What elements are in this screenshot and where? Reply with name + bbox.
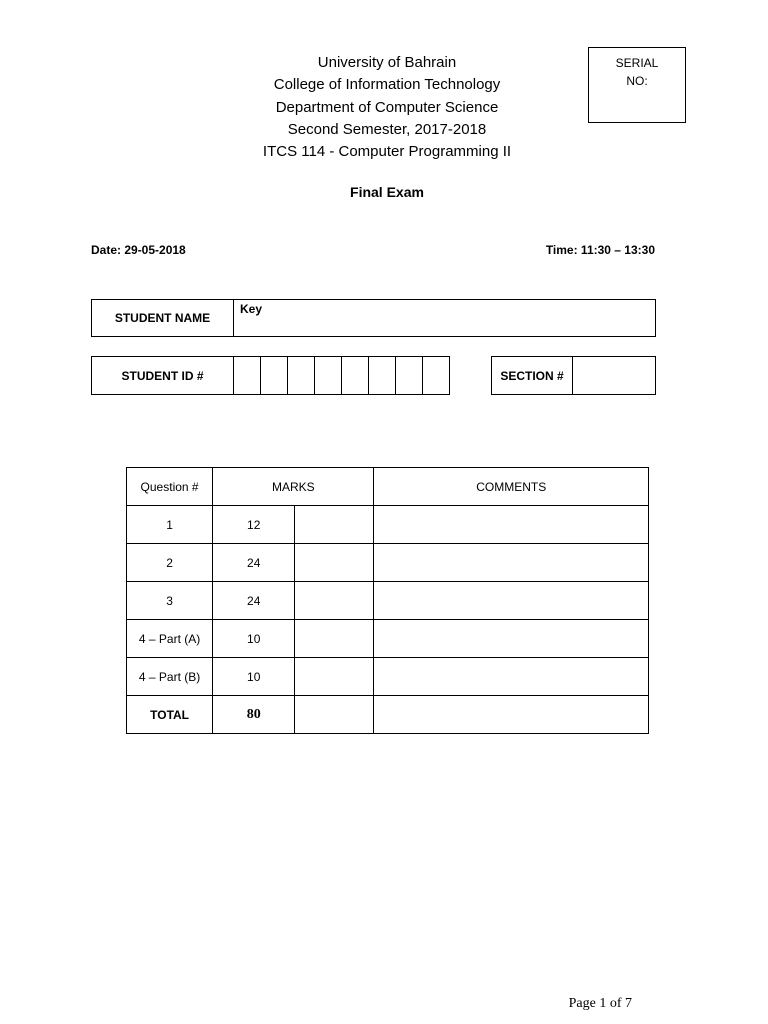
table-row [127, 544, 649, 582]
serial-number-box [588, 47, 686, 123]
table-row [127, 582, 649, 620]
comments-cell[interactable] [374, 506, 649, 544]
exam-date: Date: 29-05-2018 [91, 243, 186, 257]
student-id-label: STUDENT ID # [92, 357, 234, 395]
header-comments: COMMENTS [374, 468, 649, 506]
total-max-marks: 80 [213, 696, 295, 734]
exam-time: Time: 11:30 – 13:30 [545, 243, 655, 257]
page-number: Page 1 of 7 [568, 996, 632, 1011]
student-id-digit-box[interactable] [315, 357, 342, 395]
student-name-label: STUDENT NAME [92, 300, 234, 337]
college-name: College of Information Technology [273, 76, 501, 94]
course-title: ITCS 114 - Computer Programming II [262, 143, 512, 161]
earned-marks-cell[interactable] [295, 582, 374, 620]
table-row [127, 658, 649, 696]
exam-header [200, 52, 574, 163]
semester: Second Semester, 2017-2018 [287, 120, 487, 138]
student-id-digit-box[interactable] [261, 357, 288, 395]
max-marks-cell: 24 [213, 582, 295, 620]
student-id-digit-box[interactable] [369, 357, 396, 395]
student-id-table [91, 356, 450, 395]
student-id-digit-box[interactable] [234, 357, 261, 395]
student-id-digit-box[interactable] [423, 357, 450, 395]
earned-marks-cell[interactable] [295, 658, 374, 696]
earned-marks-cell[interactable] [295, 620, 374, 658]
serial-label-line1: SERIAL [615, 56, 659, 70]
exam-title: Final Exam [350, 184, 424, 200]
earned-marks-cell[interactable] [295, 544, 374, 582]
question-cell: 4 – Part (A) [127, 620, 213, 658]
max-marks-cell: 24 [213, 544, 295, 582]
marks-table [126, 467, 649, 734]
total-comments-cell[interactable] [374, 696, 649, 734]
comments-cell[interactable] [374, 544, 649, 582]
student-id-digit-box[interactable] [288, 357, 315, 395]
student-name-table [91, 299, 656, 337]
section-field[interactable] [573, 357, 656, 395]
university-name: University of Bahrain [317, 54, 457, 71]
comments-cell[interactable] [374, 658, 649, 696]
question-cell: 3 [127, 582, 213, 620]
total-label: TOTAL [127, 696, 213, 734]
comments-cell[interactable] [374, 620, 649, 658]
header-question: Question # [127, 468, 213, 506]
total-row [127, 696, 649, 734]
max-marks-cell: 12 [213, 506, 295, 544]
marks-table-header-row [127, 468, 649, 506]
student-name-field[interactable]: Key [234, 300, 656, 337]
max-marks-cell: 10 [213, 658, 295, 696]
department-name: Department of Computer Science [275, 98, 499, 116]
section-label: SECTION # [492, 357, 573, 395]
total-earned-marks-cell[interactable] [295, 696, 374, 734]
question-cell: 1 [127, 506, 213, 544]
max-marks-cell: 10 [213, 620, 295, 658]
section-table [491, 356, 656, 395]
student-id-digit-box[interactable] [396, 357, 423, 395]
question-cell: 2 [127, 544, 213, 582]
student-id-digit-box[interactable] [342, 357, 369, 395]
earned-marks-cell[interactable] [295, 506, 374, 544]
serial-label-line2: NO: [626, 74, 648, 88]
question-cell: 4 – Part (B) [127, 658, 213, 696]
header-marks: MARKS [213, 468, 374, 506]
table-row [127, 506, 649, 544]
comments-cell[interactable] [374, 582, 649, 620]
table-row [127, 620, 649, 658]
